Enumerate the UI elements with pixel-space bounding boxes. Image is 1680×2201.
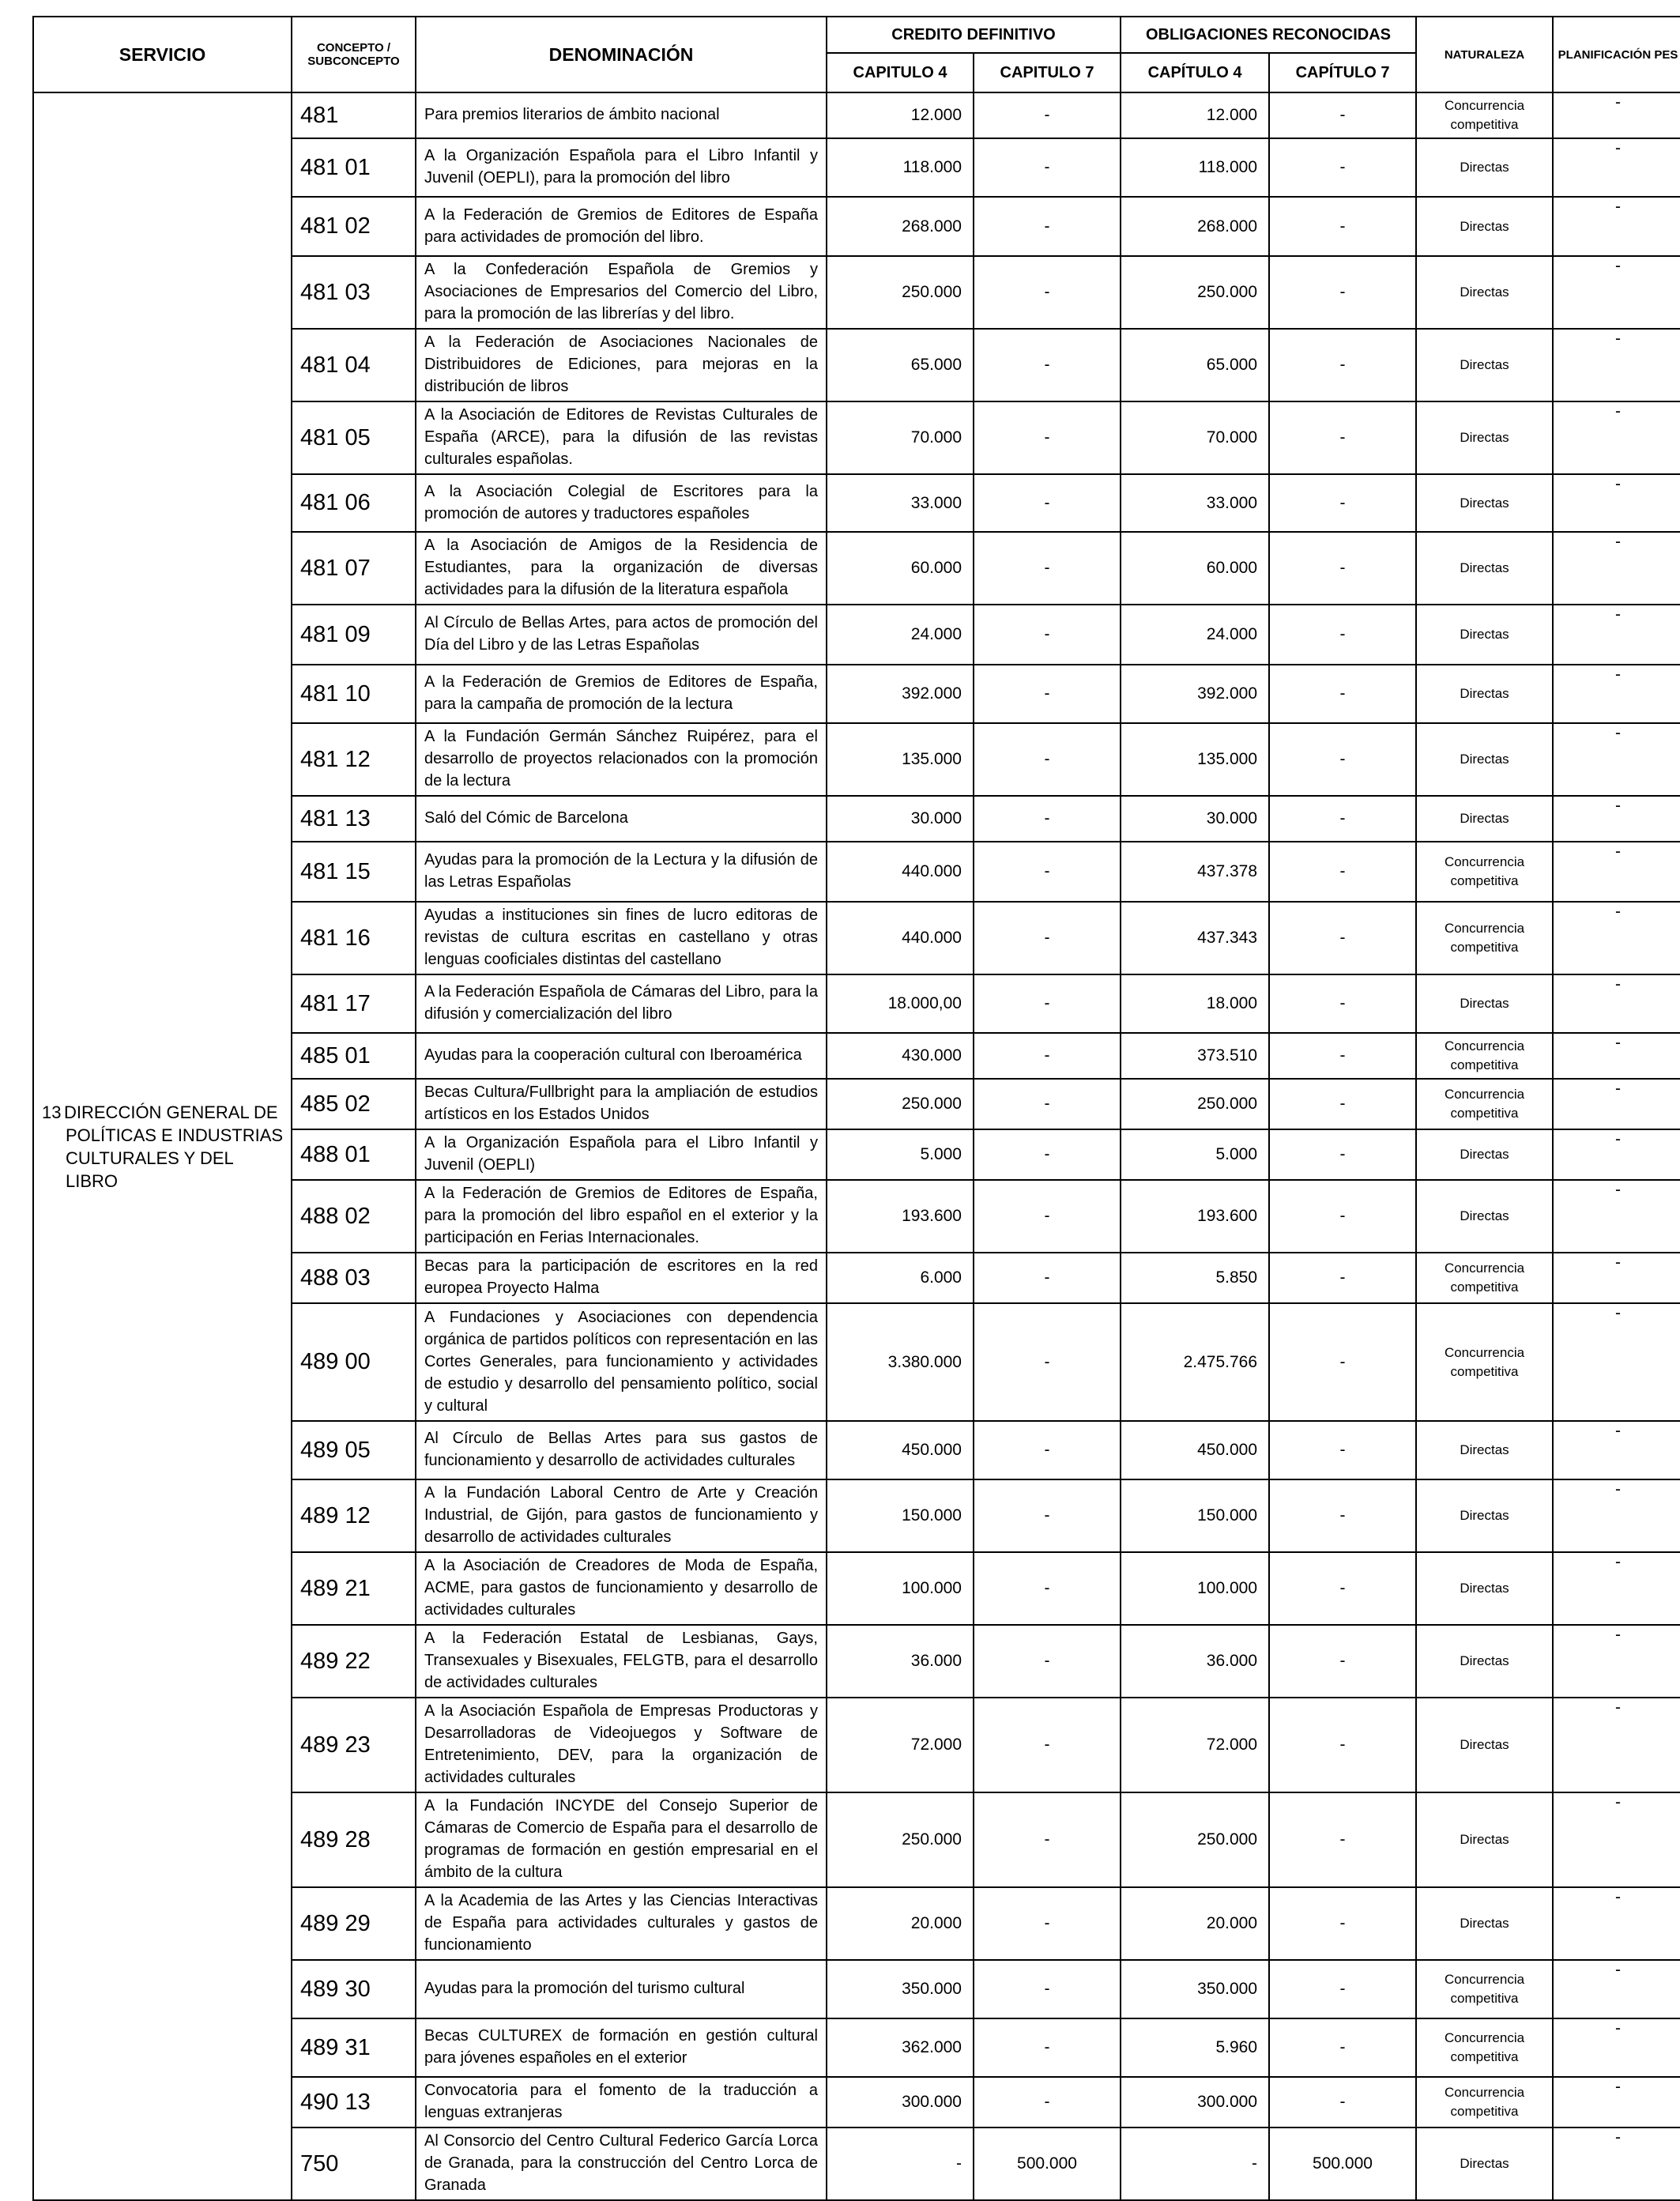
planificacion-pes: - [1553,329,1680,401]
concept-code: 489 22 [292,1625,416,1698]
oblig-cap7: - [1269,138,1416,197]
credito-cap7: - [974,1625,1121,1698]
oblig-cap4: 20.000 [1121,1887,1269,1960]
subsidies-table-page [32,16,1680,2201]
credito-cap7: - [974,723,1121,796]
header-obligaciones-reconocidas: OBLIGACIONES RECONOCIDAS [1121,17,1416,53]
denomination: Al Círculo de Bellas Artes para sus gastos de funcionamiento y desarrollo de actividades culturales [416,1421,827,1479]
concept-code: 481 17 [292,974,416,1033]
planificacion-pes: - [1553,1033,1680,1079]
credito-cap7: - [974,665,1121,723]
credito-cap7: - [974,401,1121,474]
planificacion-pes: - [1553,197,1680,256]
oblig-cap7: - [1269,474,1416,532]
credito-cap7: - [974,532,1121,605]
concept-code: 489 00 [292,1303,416,1421]
oblig-cap7: - [1269,1698,1416,1792]
oblig-cap4: 268.000 [1121,197,1269,256]
oblig-cap4: 33.000 [1121,474,1269,532]
credito-cap4: 268.000 [827,197,974,256]
naturaleza: Directas [1416,605,1553,665]
concept-code: 488 03 [292,1253,416,1303]
credito-cap4: 250.000 [827,256,974,329]
header-oblig-cap7: CAPÍTULO 7 [1269,53,1416,92]
credito-cap4: 440.000 [827,902,974,974]
oblig-cap4: 72.000 [1121,1698,1269,1792]
oblig-cap4: 392.000 [1121,665,1269,723]
naturaleza: Concurrencia competitiva [1416,92,1553,138]
naturaleza: Directas [1416,1698,1553,1792]
oblig-cap7: - [1269,532,1416,605]
planificacion-pes: - [1553,1253,1680,1303]
oblig-cap4: 2.475.766 [1121,1303,1269,1421]
planificacion-pes: - [1553,1479,1680,1552]
oblig-cap4: 350.000 [1121,1960,1269,2018]
credito-cap4: 450.000 [827,1421,974,1479]
oblig-cap4: 118.000 [1121,138,1269,197]
denomination: A la Asociación de Editores de Revistas Culturales de España (ARCE), para la difusión de las revistas culturales españolas. [416,401,827,474]
credito-cap4: 20.000 [827,1887,974,1960]
credito-cap7: - [974,1887,1121,1960]
oblig-cap4: 36.000 [1121,1625,1269,1698]
denomination: Becas CULTUREX de formación en gestión cultural para jóvenes españoles en el exterior [416,2018,827,2077]
table-body [33,92,1680,2200]
servicio-line4: LIBRO [66,1170,119,1191]
oblig-cap7: - [1269,1625,1416,1698]
credito-cap7: - [974,138,1121,197]
credito-cap7: - [974,329,1121,401]
denomination: A la Organización Española para el Libro Infantil y Juvenil (OEPLI), para la promoción del libro [416,138,827,197]
oblig-cap7: - [1269,974,1416,1033]
credito-cap4: 440.000 [827,842,974,902]
denomination: A la Asociación Española de Empresas Productoras y Desarrolladoras de Videojuegos y Software de Entretenimiento, DEV, para la organización de actividades culturales [416,1698,827,1792]
concept-code: 489 30 [292,1960,416,2018]
header-credito-definitivo: CREDITO DEFINITIVO [827,17,1121,53]
planificacion-pes: - [1553,138,1680,197]
oblig-cap4: 70.000 [1121,401,1269,474]
oblig-cap4: 18.000 [1121,974,1269,1033]
planificacion-pes: - [1553,1792,1680,1887]
credito-cap7: - [974,974,1121,1033]
oblig-cap4: - [1121,2128,1269,2200]
concept-code: 489 29 [292,1887,416,1960]
oblig-cap7: - [1269,2018,1416,2077]
planificacion-pes: - [1553,974,1680,1033]
denomination: A la Confederación Española de Gremios y Asociaciones de Empresarios del Comercio del Libro, para la promoción de las librerías y del libro. [416,256,827,329]
naturaleza: Directas [1416,796,1553,842]
planificacion-pes: - [1553,605,1680,665]
credito-cap7: - [974,1552,1121,1625]
concept-code: 481 12 [292,723,416,796]
credito-cap7: - [974,1792,1121,1887]
oblig-cap4: 250.000 [1121,1079,1269,1129]
servicio-cell [33,92,292,2200]
credito-cap4: 70.000 [827,401,974,474]
oblig-cap7: - [1269,605,1416,665]
oblig-cap7: - [1269,401,1416,474]
oblig-cap7: - [1269,1303,1416,1421]
concept-code: 481 05 [292,401,416,474]
concept-code: 485 02 [292,1079,416,1129]
denomination: Para premios literarios de ámbito nacional [416,92,827,138]
naturaleza: Directas [1416,474,1553,532]
naturaleza: Directas [1416,1180,1553,1253]
denomination: A la Federación de Gremios de Editores de España, para la campaña de promoción de la lectura [416,665,827,723]
oblig-cap4: 437.343 [1121,902,1269,974]
oblig-cap4: 5.000 [1121,1129,1269,1180]
credito-cap4: 100.000 [827,1552,974,1625]
planificacion-pes: - [1553,2128,1680,2200]
credito-cap7: 500.000 [974,2128,1121,2200]
credito-cap7: - [974,1303,1121,1421]
planificacion-pes: - [1553,1129,1680,1180]
credito-cap4: 72.000 [827,1698,974,1792]
credito-cap7: - [974,474,1121,532]
denomination: Ayudas para la promoción del turismo cultural [416,1960,827,2018]
credito-cap4: 392.000 [827,665,974,723]
concept-code: 481 03 [292,256,416,329]
credito-cap4: 150.000 [827,1479,974,1552]
planificacion-pes: - [1553,665,1680,723]
denomination: Ayudas para la promoción de la Lectura y la difusión de las Letras Españolas [416,842,827,902]
concept-code: 489 21 [292,1552,416,1625]
oblig-cap7: - [1269,1033,1416,1079]
naturaleza: Concurrencia competitiva [1416,1303,1553,1421]
naturaleza: Directas [1416,1129,1553,1180]
oblig-cap7: - [1269,796,1416,842]
planificacion-pes: - [1553,723,1680,796]
naturaleza: Directas [1416,197,1553,256]
oblig-cap7: - [1269,1079,1416,1129]
oblig-cap4: 65.000 [1121,329,1269,401]
oblig-cap4: 450.000 [1121,1421,1269,1479]
concept-code: 481 16 [292,902,416,974]
planificacion-pes: - [1553,532,1680,605]
naturaleza: Directas [1416,1479,1553,1552]
credito-cap4: 33.000 [827,474,974,532]
credito-cap4: 118.000 [827,138,974,197]
planificacion-pes: - [1553,1552,1680,1625]
oblig-cap4: 60.000 [1121,532,1269,605]
credito-cap7: - [974,796,1121,842]
credito-cap4: 24.000 [827,605,974,665]
naturaleza: Directas [1416,401,1553,474]
oblig-cap7: - [1269,1253,1416,1303]
denomination: A la Asociación Colegial de Escritores para la promoción de autores y traductores españoles [416,474,827,532]
naturaleza: Concurrencia competitiva [1416,1033,1553,1079]
denomination: Ayudas a instituciones sin fines de lucro editoras de revistas de cultura escritas en castellano y otras lenguas cooficiales distintas del castellano [416,902,827,974]
oblig-cap4: 30.000 [1121,796,1269,842]
denomination: A la Federación de Gremios de Editores de España, para la promoción del libro español en el exterior y la participación en Ferias Internacionales. [416,1180,827,1253]
naturaleza: Concurrencia competitiva [1416,2018,1553,2077]
denomination: A la Fundación INCYDE del Consejo Superior de Cámaras de Comercio de España para el desarrollo de programas de formación en gestión empresarial en el ámbito de la cultura [416,1792,827,1887]
credito-cap7: - [974,1033,1121,1079]
planificacion-pes: - [1553,1887,1680,1960]
credito-cap4: 350.000 [827,1960,974,2018]
header-planificacion: PLANIFICACIÓN PES [1553,17,1680,92]
credito-cap7: - [974,1079,1121,1129]
credito-cap4: 3.380.000 [827,1303,974,1421]
concept-code: 481 [292,92,416,138]
planificacion-pes: - [1553,2077,1680,2128]
header-servicio: SERVICIO [33,17,292,92]
planificacion-pes: - [1553,1421,1680,1479]
oblig-cap7: - [1269,1421,1416,1479]
credito-cap7: - [974,1421,1121,1479]
naturaleza: Directas [1416,532,1553,605]
concept-code: 750 [292,2128,416,2200]
credito-cap4: 193.600 [827,1180,974,1253]
planificacion-pes: - [1553,1698,1680,1792]
oblig-cap4: 150.000 [1121,1479,1269,1552]
concept-code: 481 09 [292,605,416,665]
denomination: A la Federación de Gremios de Editores de España para actividades de promoción del libro. [416,197,827,256]
naturaleza: Directas [1416,329,1553,401]
header-concepto: CONCEPTO / SUBCONCEPTO [292,17,416,92]
denomination: A la Federación Española de Cámaras del Libro, para la difusión y comercialización del libro [416,974,827,1033]
naturaleza: Concurrencia competitiva [1416,1079,1553,1129]
header-credito-cap4: CAPITULO 4 [827,53,974,92]
oblig-cap7: - [1269,1552,1416,1625]
naturaleza: Directas [1416,1625,1553,1698]
credito-cap4: 6.000 [827,1253,974,1303]
concept-code: 489 12 [292,1479,416,1552]
credito-cap7: - [974,92,1121,138]
concept-code: 488 02 [292,1180,416,1253]
planificacion-pes: - [1553,256,1680,329]
oblig-cap7: - [1269,1887,1416,1960]
concept-code: 488 01 [292,1129,416,1180]
credito-cap7: - [974,256,1121,329]
concept-code: 489 31 [292,2018,416,2077]
planificacion-pes: - [1553,1625,1680,1698]
planificacion-pes: - [1553,474,1680,532]
planificacion-pes: - [1553,401,1680,474]
concept-code: 481 10 [292,665,416,723]
oblig-cap4: 100.000 [1121,1552,1269,1625]
credito-cap4: - [827,2128,974,2200]
oblig-cap4: 373.510 [1121,1033,1269,1079]
denomination: Becas para la participación de escritores en la red europea Proyecto Halma [416,1253,827,1303]
credito-cap4: 18.000,00 [827,974,974,1033]
planificacion-pes: - [1553,796,1680,842]
denomination: Al Consorcio del Centro Cultural Federico García Lorca de Granada, para la construcción del Centro Lorca de Granada [416,2128,827,2200]
header-naturaleza: NATURALEZA [1416,17,1553,92]
servicio-line3: CULTURALES Y DEL [66,1148,234,1168]
credito-cap7: - [974,1698,1121,1792]
oblig-cap4: 24.000 [1121,605,1269,665]
denomination: A la Academia de las Artes y las Ciencias Interactivas de España para actividades culturales y gastos de funcionamiento [416,1887,827,1960]
oblig-cap7: - [1269,723,1416,796]
naturaleza: Concurrencia competitiva [1416,2077,1553,2128]
oblig-cap7: 500.000 [1269,2128,1416,2200]
oblig-cap7: - [1269,842,1416,902]
oblig-cap7: - [1269,1479,1416,1552]
credito-cap7: - [974,1960,1121,2018]
naturaleza: Concurrencia competitiva [1416,842,1553,902]
naturaleza: Directas [1416,256,1553,329]
oblig-cap7: - [1269,329,1416,401]
naturaleza: Directas [1416,138,1553,197]
oblig-cap7: - [1269,1180,1416,1253]
denomination: Becas Cultura/Fullbright para la ampliación de estudios artísticos en los Estados Unidos [416,1079,827,1129]
concept-code: 485 01 [292,1033,416,1079]
table-row [33,92,1680,138]
credito-cap4: 5.000 [827,1129,974,1180]
credito-cap7: - [974,1253,1121,1303]
naturaleza: Directas [1416,974,1553,1033]
credito-cap7: - [974,197,1121,256]
oblig-cap7: - [1269,256,1416,329]
planificacion-pes: - [1553,1180,1680,1253]
concept-code: 481 06 [292,474,416,532]
concept-code: 481 02 [292,197,416,256]
concept-code: 481 15 [292,842,416,902]
oblig-cap7: - [1269,665,1416,723]
naturaleza: Concurrencia competitiva [1416,1253,1553,1303]
credito-cap4: 250.000 [827,1792,974,1887]
denomination: A la Asociación de Creadores de Moda de España, ACME, para gastos de funcionamiento y desarrollo de actividades culturales [416,1552,827,1625]
credito-cap7: - [974,902,1121,974]
credito-cap4: 430.000 [827,1033,974,1079]
denomination: A la Fundación Germán Sánchez Ruipérez, para el desarrollo de proyectos relacionados con la promoción de la lectura [416,723,827,796]
credito-cap7: - [974,1129,1121,1180]
header-credito-cap7: CAPITULO 7 [974,53,1121,92]
planificacion-pes: - [1553,902,1680,974]
credito-cap7: - [974,842,1121,902]
oblig-cap7: - [1269,197,1416,256]
oblig-cap4: 437.378 [1121,842,1269,902]
concept-code: 489 28 [292,1792,416,1887]
oblig-cap4: 193.600 [1121,1180,1269,1253]
credito-cap7: - [974,2018,1121,2077]
oblig-cap4: 135.000 [1121,723,1269,796]
credito-cap4: 60.000 [827,532,974,605]
planificacion-pes: - [1553,1303,1680,1421]
oblig-cap7: - [1269,1960,1416,2018]
credito-cap7: - [974,1479,1121,1552]
credito-cap7: - [974,2077,1121,2128]
header-oblig-cap4: CAPÍTULO 4 [1121,53,1269,92]
subsidies-table [32,16,1680,2201]
concept-code: 481 04 [292,329,416,401]
denomination: Ayudas para la cooperación cultural con Iberoamérica [416,1033,827,1079]
naturaleza: Directas [1416,665,1553,723]
denomination: A la Organización Española para el Libro Infantil y Juvenil (OEPLI) [416,1129,827,1180]
oblig-cap4: 250.000 [1121,1792,1269,1887]
oblig-cap4: 250.000 [1121,256,1269,329]
credito-cap4: 30.000 [827,796,974,842]
naturaleza: Concurrencia competitiva [1416,902,1553,974]
concept-code: 489 23 [292,1698,416,1792]
concept-code: 481 01 [292,138,416,197]
credito-cap4: 135.000 [827,723,974,796]
naturaleza: Directas [1416,1792,1553,1887]
denomination: A la Federación Estatal de Lesbianas, Gays, Transexuales y Bisexuales, FELGTB, para el desarrollo de actividades culturales [416,1625,827,1698]
credito-cap7: - [974,1180,1121,1253]
credito-cap7: - [974,605,1121,665]
naturaleza: Directas [1416,1421,1553,1479]
oblig-cap7: - [1269,2077,1416,2128]
servicio-number: 13 [42,1102,62,1122]
header-denominacion: DENOMINACIÓN [416,17,827,92]
oblig-cap7: - [1269,1792,1416,1887]
denomination: A la Asociación de Amigos de la Residencia de Estudiantes, para la organización de diversas actividades para la difusión de la literatura española [416,532,827,605]
concept-code: 490 13 [292,2077,416,2128]
denomination: A la Federación de Asociaciones Nacionales de Distribuidores de Ediciones, para mejoras en la distribución de libros [416,329,827,401]
credito-cap4: 12.000 [827,92,974,138]
oblig-cap7: - [1269,92,1416,138]
naturaleza: Directas [1416,1552,1553,1625]
oblig-cap4: 5.850 [1121,1253,1269,1303]
naturaleza: Directas [1416,723,1553,796]
naturaleza: Directas [1416,1887,1553,1960]
oblig-cap4: 300.000 [1121,2077,1269,2128]
oblig-cap7: - [1269,902,1416,974]
credito-cap4: 36.000 [827,1625,974,1698]
servicio-line1: DIRECCIÓN GENERAL DE [64,1102,278,1122]
oblig-cap7: - [1269,1129,1416,1180]
credito-cap4: 362.000 [827,2018,974,2077]
concept-code: 489 05 [292,1421,416,1479]
credito-cap4: 65.000 [827,329,974,401]
planificacion-pes: - [1553,1960,1680,2018]
denomination: Convocatoria para el fomento de la traducción a lenguas extranjeras [416,2077,827,2128]
concept-code: 481 13 [292,796,416,842]
planificacion-pes: - [1553,2018,1680,2077]
credito-cap4: 250.000 [827,1079,974,1129]
concept-code: 481 07 [292,532,416,605]
naturaleza: Directas [1416,2128,1553,2200]
servicio-line2: POLÍTICAS E INDUSTRIAS [66,1125,284,1145]
denomination: Saló del Cómic de Barcelona [416,796,827,842]
credito-cap4: 300.000 [827,2077,974,2128]
planificacion-pes: - [1553,92,1680,138]
oblig-cap4: 12.000 [1121,92,1269,138]
planificacion-pes: - [1553,1079,1680,1129]
naturaleza: Concurrencia competitiva [1416,1960,1553,2018]
denomination: A Fundaciones y Asociaciones con dependencia orgánica de partidos políticos con representación en las Cortes Generales, para funcionamiento y actividades de estudio y desarrollo del pensamiento político, social y cultural [416,1303,827,1421]
planificacion-pes: - [1553,842,1680,902]
oblig-cap4: 5.960 [1121,2018,1269,2077]
denomination: Al Círculo de Bellas Artes, para actos de promoción del Día del Libro y de las Letras Españolas [416,605,827,665]
denomination: A la Fundación Laboral Centro de Arte y Creación Industrial, de Gijón, para gastos de funcionamiento y desarrollo de actividades culturales [416,1479,827,1552]
